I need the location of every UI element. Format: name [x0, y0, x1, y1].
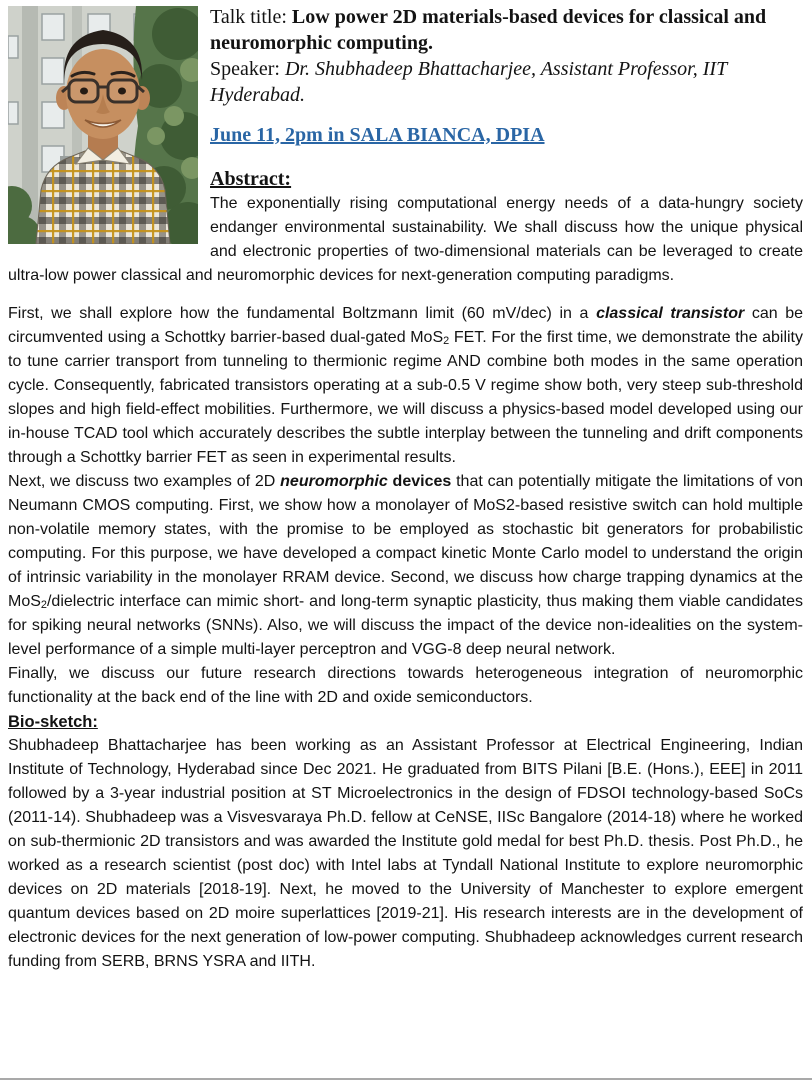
abstract-paragraph-1: The exponentially rising computational energy needs of a data-hungry society endanger environmental sustainability. We shall discuss how the unique physical and electronic properties of two-dimensional materials can be leveraged to create ultra-low power classical and neuromorphic devices for next-generation computing paradigms. [8, 195, 803, 284]
abstract-p2-text-3: FET. For the first time, we demonstrate the ability to tune carrier transport from tunneling to thermionic regime AND combine both modes in the same operation cycle. Consequently, fabricated transistors operating at a sub-0.5 V regime show both, very steep sub-threshold slopes and high field-effect mobilities. Furthermore, we will discuss a physics-based model developed using our in-house TCAD tool which accurately describes the subtle interplay between the tunneling and drift components through a Schottky barrier FET as seen in experimental results. [8, 329, 803, 466]
abstract-p3-text-1: Next, we discuss two examples of 2D [8, 473, 281, 490]
abstract-p2-subscript: 2 [443, 335, 450, 348]
bio-sketch-heading: Bio-sketch: [8, 713, 98, 731]
talk-title-label: Talk title: [210, 6, 292, 28]
abstract-paragraph-3 [8, 470, 803, 662]
talk-title-text: Low power 2D materials-based devices for classical and neuromorphic computing. [210, 6, 767, 54]
speaker-photo-graphic [8, 6, 198, 244]
abstract-p2-text-2: can be circumvented using a Schottky barrier-based dual-gated MoS [8, 305, 804, 346]
abstract-paragraph-4: Finally, we discuss our future research directions towards heterogeneous integration of neuromorphic functionality at the back end of the line with 2D and oxide semiconductors. [8, 665, 803, 706]
abstract-p3-emphasis-neuromorphic: neuromorphic [280, 473, 388, 490]
event-link[interactable]: June 11, 2pm in SALA BIANCA, DPIA [210, 124, 545, 146]
abstract-p3-subscript: 2 [40, 599, 47, 612]
bio-paragraph: Shubhadeep Bhattacharjee has been working as an Assistant Professor at Electrical Engineering, Indian Institute of Technology, Hyderabad since Dec 2021. He graduated from BITS Pilani [B.E. (Hons.), EEE] in 2011 followed by a 3-year industrial position at ST Microelectronics in the design of FDSOI technology-based SoCs (2011-14). Shubhadeep was a Visvesvaraya Ph.D. fellow at CeNSE, IISc Bangalore (2014-18) where he worked on sub-thermionic 2D transistors and was awarded the Institute gold medal for best Ph.D. thesis. Post Ph.D., he worked as a research scientist (post doc) with Intel labs at Tyndall National Institute to explore neuromorphic devices on 2D materials [2018-19]. Next, he moved to the University of Manchester to explore emergent quantum devices based on 2D moire superlattices [2019-21]. His research interests are in the development of electronic devices for the next generation of low-power computing. Shubhadeep acknowledges current research funding from SERB, BRNS YSRA and IITH. [8, 737, 803, 970]
speaker-label: Speaker: [210, 58, 285, 80]
abstract-p3-text-2: that can potentially mitigate the limitations of von Neumann CMOS computing. First, we show how a monolayer of MoS2-based resistive switch can hold multiple non-volatile memory states, with the promise to be employed as stochastic bit generators for probabilistic computing. For this purpose, we have developed a compact kinetic Monte Carlo model to understand the origin of intrinsic variability in the monolayer RRAM device. Second, we discuss how charge trapping dynamics at the MoS [8, 473, 803, 610]
abstract-paragraph-2 [8, 302, 803, 470]
abstract-p3-emphasis-devices: devices [387, 473, 452, 490]
speaker-name: Dr. Shubhadeep Bhattacharjee, Assistant Professor, IIT Hyderabad. [210, 58, 727, 106]
abstract-heading: Abstract: [210, 168, 292, 190]
abstract-p2-text-1: First, we shall explore how the fundamental Boltzmann limit (60 mV/dec) in a [8, 305, 597, 322]
abstract-p3-text-3: /dielectric interface can mimic short- and long-term synaptic plasticity, thus making them viable candidates for spiking neural networks (SNNs). Also, we will discuss the impact of the device non-idealities on the system-level performance of a simple multi-layer perceptron and VGG-8 deep neural network. [8, 593, 803, 658]
speaker-photo [8, 6, 198, 244]
abstract-p2-emphasis-classical-transistor: classical transistor [596, 305, 745, 322]
